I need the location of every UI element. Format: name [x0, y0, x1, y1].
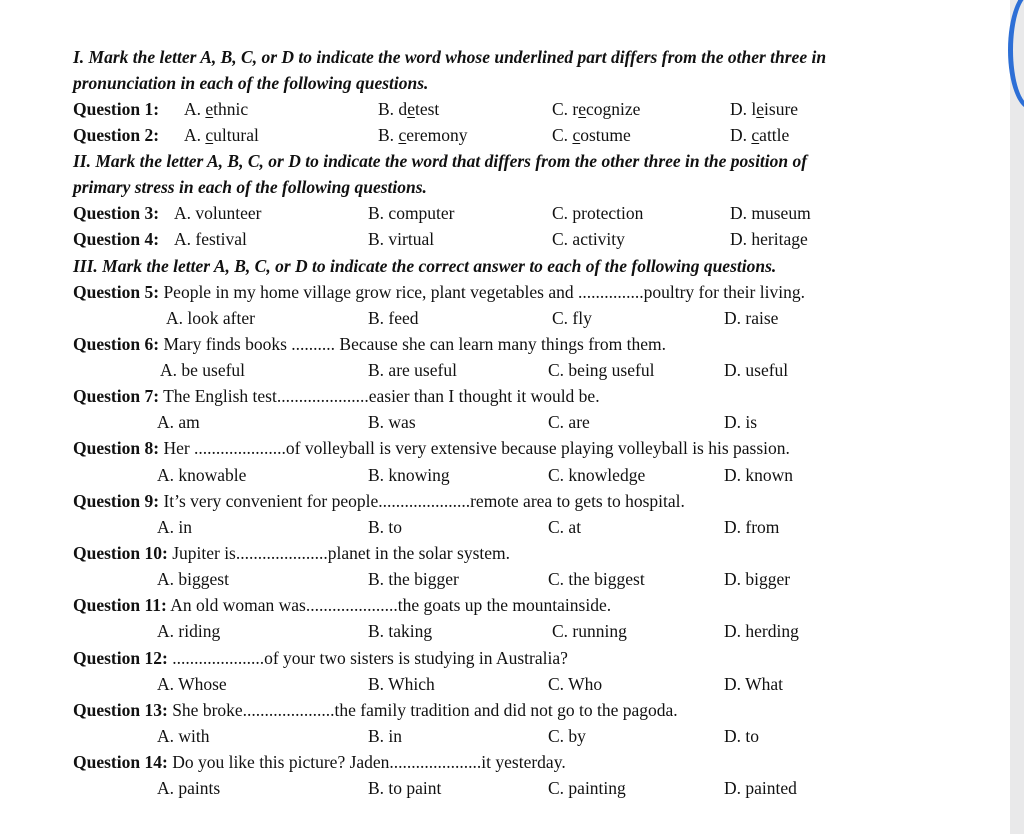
option-b[interactable]: B. to paint — [368, 778, 442, 798]
option-b[interactable]: B. ceremony — [378, 125, 468, 145]
question-6-options — [0, 357, 1010, 383]
question-11-options — [0, 618, 1010, 644]
question-1: Question 1: A. ethnic B. detest C. recognize D. leisure — [0, 96, 1010, 122]
question-11: Question 11: An old woman was.....................the goats up the mountainside. — [73, 595, 612, 615]
option-d[interactable]: D. cattle — [730, 125, 790, 145]
question-4: Question 4: A. festival B. virtual C. activity D. heritage — [0, 226, 1010, 252]
option-d[interactable]: D. painted — [724, 778, 797, 798]
option-b[interactable]: B. in — [368, 726, 403, 746]
option-a[interactable]: A. am — [157, 412, 200, 432]
option-c[interactable]: C. Who — [548, 674, 603, 694]
option-d[interactable]: D. is — [724, 412, 758, 432]
section-3-title: III. Mark the letter A, B, C, or D to indicate the correct answer to each of the following questions. — [73, 256, 777, 276]
option-b[interactable]: B. was — [368, 412, 416, 432]
option-c[interactable]: C. painting — [548, 778, 626, 798]
option-a[interactable]: A. riding — [157, 621, 221, 641]
edge-accent-shape — [1008, 0, 1024, 110]
question-10: Question 10: Jupiter is.....................planet in the solar system. — [73, 543, 510, 563]
option-c[interactable]: C. knowledge — [548, 465, 646, 485]
option-d[interactable]: D. herding — [724, 621, 799, 641]
option-a[interactable]: A. look after — [166, 308, 255, 328]
option-a[interactable]: A. cultural — [184, 125, 259, 145]
question-2: Question 2: A. cultural B. ceremony C. costume D. cattle — [0, 122, 1010, 148]
option-b[interactable]: B. feed — [368, 308, 419, 328]
option-d[interactable]: D. What — [724, 674, 783, 694]
question-5-options — [0, 305, 1010, 331]
section-2-title: II. Mark the letter A, B, C, or D to indicate the word that differs from the other three in the position of — [73, 151, 808, 171]
option-d[interactable]: D. bigger — [724, 569, 791, 589]
option-a[interactable]: A. biggest — [157, 569, 229, 589]
option-d[interactable]: D. raise — [724, 308, 779, 328]
option-a[interactable]: A. ethnic — [184, 99, 249, 119]
option-d[interactable]: D. leisure — [730, 99, 799, 119]
option-a[interactable]: A. festival — [174, 229, 247, 249]
question-14: Question 14: Do you like this picture? Jaden.....................it yesterday. — [73, 752, 566, 772]
option-c[interactable]: C. costume — [552, 125, 631, 145]
option-b[interactable]: B. computer — [368, 203, 455, 223]
option-d[interactable]: D. to — [724, 726, 759, 746]
option-c[interactable]: C. the biggest — [548, 569, 645, 589]
option-a[interactable]: A. with — [157, 726, 210, 746]
option-d[interactable]: D. known — [724, 465, 794, 485]
option-b[interactable]: B. Which — [368, 674, 435, 694]
option-c[interactable]: C. fly — [552, 308, 592, 328]
option-c[interactable]: C. recognize — [552, 99, 641, 119]
option-c[interactable]: C. being useful — [548, 360, 655, 380]
question-14-options — [0, 775, 1010, 801]
option-d[interactable]: D. heritage — [730, 229, 808, 249]
option-c[interactable]: C. running — [552, 621, 627, 641]
question-6: Question 6: Mary finds books .......... Because she can learn many things from them. — [73, 334, 666, 354]
question-8: Question 8: Her .....................of volleyball is very extensive because playing volleyball is his passion. — [73, 438, 790, 458]
option-a[interactable]: A. paints — [157, 778, 221, 798]
question-7-options — [0, 409, 1010, 435]
question-3: Question 3: A. volunteer B. computer C. protection D. museum — [0, 200, 1010, 226]
question-9: Question 9: It’s very convenient for people.....................remote area to gets to hospital. — [73, 491, 685, 511]
option-a[interactable]: A. volunteer — [174, 203, 262, 223]
option-b[interactable]: B. detest — [378, 99, 440, 119]
option-d[interactable]: D. useful — [724, 360, 789, 380]
section-2-title-cont: primary stress in each of the following questions. — [73, 177, 427, 197]
question-13-options — [0, 723, 1010, 749]
option-d[interactable]: D. from — [724, 517, 780, 537]
option-a[interactable]: A. Whose — [157, 674, 227, 694]
option-c[interactable]: C. are — [548, 412, 590, 432]
question-5: Question 5: People in my home village grow rice, plant vegetables and ...............poultry for their living. — [73, 282, 805, 302]
option-c[interactable]: C. activity — [552, 229, 625, 249]
option-b[interactable]: B. the bigger — [368, 569, 459, 589]
section-1-title-cont: pronunciation in each of the following questions. — [73, 73, 429, 93]
option-b[interactable]: B. to — [368, 517, 403, 537]
option-d[interactable]: D. museum — [730, 203, 811, 223]
option-b[interactable]: B. knowing — [368, 465, 450, 485]
option-c[interactable]: C. by — [548, 726, 586, 746]
option-b[interactable]: B. virtual — [368, 229, 435, 249]
question-13: Question 13: She broke.....................the family tradition and did not go to the pagoda. — [73, 700, 678, 720]
question-7: Question 7: The English test.....................easier than I thought it would be. — [73, 386, 600, 406]
option-c[interactable]: C. protection — [552, 203, 644, 223]
question-12: Question 12: .....................of your two sisters is studying in Australia? — [73, 648, 568, 668]
question-9-options — [0, 514, 1010, 540]
option-a[interactable]: A. in — [157, 517, 192, 537]
option-c[interactable]: C. at — [548, 517, 582, 537]
section-1-title: I. Mark the letter A, B, C, or D to indicate the word whose underlined part differs from the other three in — [73, 47, 827, 67]
question-12-options — [0, 671, 1010, 697]
question-8-options — [0, 462, 1010, 488]
option-b[interactable]: B. are useful — [368, 360, 457, 380]
option-a[interactable]: A. be useful — [160, 360, 246, 380]
option-a[interactable]: A. knowable — [157, 465, 247, 485]
question-10-options — [0, 566, 1010, 592]
option-b[interactable]: B. taking — [368, 621, 433, 641]
